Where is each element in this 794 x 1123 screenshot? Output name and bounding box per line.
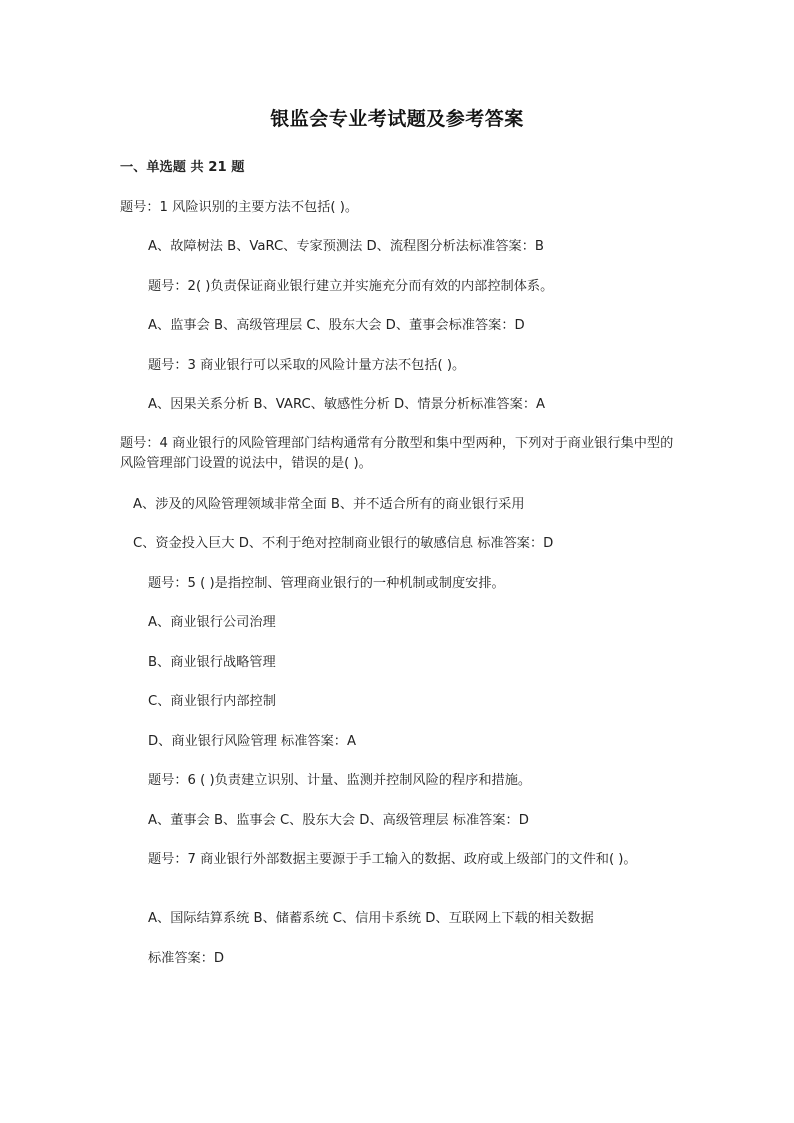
question-4-options-ab: A、涉及的风险管理领域非常全面 B、并不适合所有的商业银行采用: [133, 497, 525, 512]
question-2: 题号：2( )负责保证商业银行建立并实施充分而有效的内部控制体系。: [148, 279, 554, 294]
question-6-options: A、董事会 B、监事会 C、股东大会 D、高级管理层 标准答案：D: [148, 813, 529, 828]
question-5-option-d: D、商业银行风险管理 标准答案：A: [148, 734, 356, 749]
question-5-option-a: A、商业银行公司治理: [148, 615, 276, 630]
section-heading: 一、单选题 共 21 题: [120, 160, 245, 175]
question-4-options-cd: C、资金投入巨大 D、不利于绝对控制商业银行的敏感信息 标准答案：D: [133, 536, 554, 551]
question-7-options: A、国际结算系统 B、储蓄系统 C、信用卡系统 D、互联网上下载的相关数据: [148, 911, 594, 926]
question-5: 题号：5 ( )是指控制、管理商业银行的一种机制或制度安排。: [148, 576, 505, 591]
question-4: 题号：4 商业银行的风险管理部门结构通常有分散型和集中型两种，下列对于商业银行集中型的风险管理部门设置的说法中，错误的是( )。: [120, 436, 674, 471]
question-3-options: A、因果关系分析 B、VARC、敏感性分析 D、情景分析标准答案：A: [148, 397, 546, 412]
question-1: 题号：1 风险识别的主要方法不包括( )。: [120, 200, 359, 215]
question-6: 题号：6 ( )负责建立识别、计量、监测并控制风险的程序和措施。: [148, 773, 532, 788]
question-3: 题号：3 商业银行可以采取的风险计量方法不包括( )。: [148, 358, 466, 373]
question-7: 题号：7 商业银行外部数据主要源于手工输入的数据、政府或上级部门的文件和( )。: [148, 852, 637, 867]
question-5-option-c: C、商业银行内部控制: [148, 694, 276, 709]
question-7-answer: 标准答案：D: [148, 951, 225, 966]
document-title: 银监会专业考试题及参考答案: [270, 108, 524, 130]
question-5-option-b: B、商业银行战略管理: [148, 655, 276, 670]
question-1-options: A、故障树法 B、VaRC、专家预测法 D、流程图分析法标准答案：B: [148, 239, 544, 254]
question-2-options: A、监事会 B、高级管理层 C、股东大会 D、董事会标准答案：D: [148, 318, 525, 333]
